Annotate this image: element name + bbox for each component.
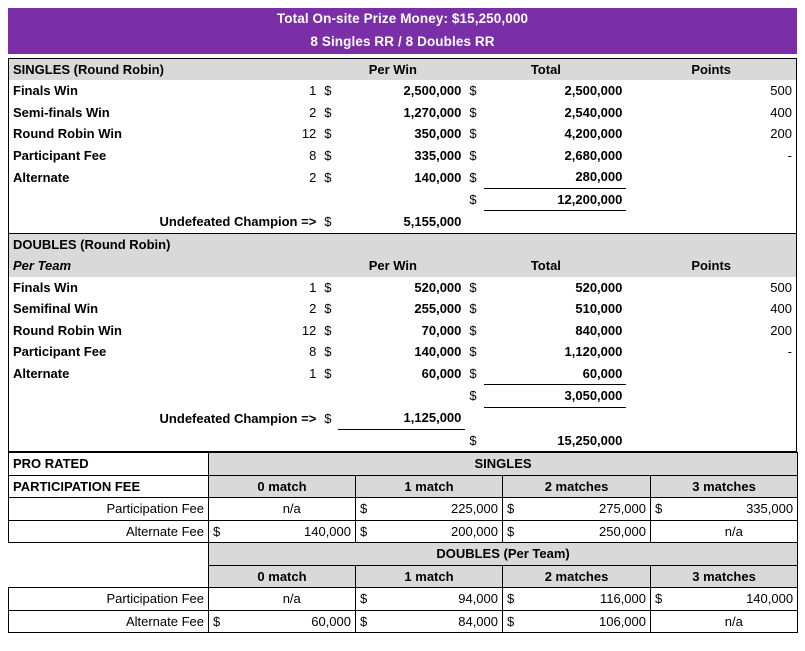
cell-value: 140,000 [229,520,356,543]
doubles-perwin-header: Per Win [320,255,465,277]
spacer [235,429,320,452]
currency-symbol: $ [469,126,477,142]
currency-symbol: $ [324,126,332,142]
spacer [9,188,236,211]
spacer [338,429,465,452]
spacer [338,385,465,408]
spacer [320,429,338,452]
row-count: 1 [309,279,317,295]
currency-symbol: $ [469,147,477,163]
currency-symbol: $ [324,169,332,185]
pro-rated-table [8,452,798,633]
table-row [9,498,798,521]
spacer [626,429,796,452]
banner-table [8,8,797,54]
currency-symbol: $ [356,498,376,521]
cell-value: n/a [671,520,798,543]
currency-symbol: $ [324,147,332,163]
spacer [338,188,465,211]
table-row [9,298,797,320]
currency-symbol: $ [324,279,332,295]
row-label: Alternate [13,366,70,381]
col-header-2-matches: 2 matches [503,565,651,588]
row-per-win: 350,000 [414,126,462,142]
spacer [484,211,627,234]
grand-total-value: 15,250,000 [484,429,627,452]
doubles-subheader-row [9,255,797,277]
row-points: 400 [770,301,792,317]
cell-value: 84,000 [376,610,503,633]
col-header-1-match: 1 match [356,565,503,588]
row-per-win: 1,270,000 [403,104,462,120]
doubles-champion-row [9,407,797,429]
row-count: 1 [309,83,317,99]
cell-value: 106,000 [523,610,651,633]
singles-champion-row [9,211,797,234]
currency-symbol: $ [469,344,477,360]
row-points: 200 [770,322,792,338]
table-row [9,123,797,145]
row-points: 400 [770,104,792,120]
doubles-section-header-row [9,233,797,255]
row-total: 2,500,000 [564,83,623,99]
spacer [626,407,796,429]
doubles-subtotal-row [9,385,797,408]
row-per-win: 140,000 [414,344,462,360]
singles-points-header: Points [626,58,796,80]
prorated-title-row-2 [9,475,798,498]
currency-symbol: $ [469,279,477,295]
currency-symbol: $ [324,344,332,360]
cell-value: 140,000 [671,588,798,611]
row-total: 510,000 [575,301,623,317]
currency-symbol [209,498,229,521]
spacer [465,211,483,234]
spacer [235,385,320,408]
currency-symbol [651,520,671,543]
currency-symbol: $ [469,388,477,404]
row-total: 60,000 [484,363,627,385]
row-label: Alternate [13,169,70,185]
row-total: 1,120,000 [564,344,623,360]
currency-symbol: $ [324,214,332,229]
doubles-group-header: DOUBLES (Per Team) [209,543,798,566]
table-row [9,363,797,385]
currency-symbol: $ [469,83,477,99]
doubles-champion-value: 1,125,000 [338,407,465,429]
row-label: Participant Fee [13,147,107,163]
doubles-columns-row [9,565,798,588]
currency-symbol: $ [503,498,523,521]
currency-symbol: $ [209,610,229,633]
row-label: Finals Win [13,279,78,295]
table-row [9,320,797,342]
cell-value: 250,000 [523,520,651,543]
col-header-0-match: 0 match [209,475,356,498]
row-count: 2 [309,301,317,317]
cell-value: n/a [671,610,798,633]
doubles-total-header: Total [465,255,626,277]
row-label: Participant Fee [13,344,107,360]
row-label: Alternate Fee [9,520,209,543]
currency-symbol: $ [469,322,477,338]
currency-symbol: $ [324,366,332,381]
currency-symbol: $ [503,610,523,633]
row-total: 280,000 [484,166,627,188]
doubles-group-header-row [9,543,798,566]
currency-symbol: $ [469,191,477,207]
currency-symbol [209,588,229,611]
spacer [484,407,627,429]
cell-value: 225,000 [376,498,503,521]
row-points: 500 [770,83,792,99]
row-total: 840,000 [575,322,623,338]
banner-line-2: 8 Singles RR / 8 Doubles RR [8,30,797,54]
row-label: Semi-finals Win [13,104,110,120]
singles-subtotal-row [9,188,797,211]
row-per-win: 335,000 [414,147,462,163]
grand-total-row [9,429,797,452]
table-row [9,610,798,633]
spacer [320,188,338,211]
row-per-win: 255,000 [414,301,462,317]
singles-section-title: SINGLES (Round Robin) [9,58,321,80]
row-points [626,363,796,385]
spacer [465,407,483,429]
currency-symbol: $ [651,498,671,521]
spacer [235,188,320,211]
row-total: 2,680,000 [564,147,623,163]
spacer [626,385,796,408]
row-points: 200 [770,126,792,142]
spacer [626,188,796,211]
currency-symbol: $ [503,588,523,611]
spacer [9,429,236,452]
singles-section-header-row [9,58,797,80]
singles-group-header: SINGLES [209,453,798,476]
table-row [9,145,797,167]
singles-champion-value: 5,155,000 [403,214,462,229]
row-label: Round Robin Win [13,322,122,338]
row-per-win: 2,500,000 [403,83,462,99]
prorated-title-row-1 [9,453,798,476]
doubles-per-team-label: Per Team [9,255,321,277]
cell-value: 335,000 [671,498,798,521]
row-count: 2 [309,169,317,185]
cell-value: 275,000 [523,498,651,521]
spacer [626,211,796,234]
currency-symbol: $ [469,366,477,381]
row-label: Participation Fee [9,588,209,611]
spacer [320,385,338,408]
prorated-title-line-1: PRO RATED [9,453,209,476]
row-label: Participation Fee [9,498,209,521]
currency-symbol: $ [651,588,671,611]
row-total: 520,000 [575,279,623,295]
currency-symbol: $ [324,83,332,99]
row-points: - [787,147,792,163]
singles-champion-label: Undefeated Champion => [159,214,317,229]
row-total: 4,200,000 [564,126,623,142]
spacer [9,385,236,408]
currency-symbol: $ [356,610,376,633]
currency-symbol [651,610,671,633]
row-label: Round Robin Win [13,126,122,142]
currency-symbol: $ [469,301,477,317]
currency-symbol: $ [469,104,477,120]
singles-subtotal-value: 12,200,000 [484,188,627,211]
currency-symbol: $ [503,520,523,543]
spacer [9,565,209,588]
cell-value: 60,000 [229,610,356,633]
table-row [9,277,797,299]
table-row [9,341,797,363]
table-row [9,166,797,188]
banner-line-1: Total On-site Prize Money: $15,250,000 [8,8,797,30]
row-label: Semifinal Win [13,301,99,317]
doubles-subtotal-value: 3,050,000 [484,385,627,408]
currency-symbol: $ [324,104,332,120]
cell-value: n/a [229,498,356,521]
table-row [9,102,797,124]
currency-symbol: $ [324,410,332,426]
spacer [9,543,209,566]
row-count: 8 [309,147,317,163]
table-row [9,520,798,543]
row-total: 2,540,000 [564,104,623,120]
row-per-win: 140,000 [414,169,462,185]
doubles-section-title: DOUBLES (Round Robin) [9,233,797,255]
currency-symbol: $ [209,520,229,543]
prize-breakdown-table [8,58,797,453]
singles-total-header: Total [465,58,626,80]
row-count: 2 [309,104,317,120]
cell-value: 94,000 [376,588,503,611]
row-points [626,166,796,188]
row-count: 1 [309,366,317,381]
cell-value: n/a [229,588,356,611]
col-header-3-matches: 3 matches [651,475,798,498]
row-points: - [787,344,792,360]
row-count: 12 [301,322,317,338]
currency-symbol: $ [356,588,376,611]
col-header-3-matches: 3 matches [651,565,798,588]
row-count: 8 [309,344,317,360]
currency-symbol: $ [469,169,477,185]
row-per-win: 60,000 [421,366,462,381]
doubles-champion-label: Undefeated Champion => [159,410,317,426]
row-count: 12 [301,126,317,142]
currency-symbol: $ [324,301,332,317]
table-row [9,588,798,611]
col-header-2-matches: 2 matches [503,475,651,498]
currency-symbol: $ [324,322,332,338]
cell-value: 200,000 [376,520,503,543]
row-per-win: 70,000 [421,322,462,338]
table-row [9,80,797,102]
row-per-win: 520,000 [414,279,462,295]
doubles-points-header: Points [626,255,796,277]
cell-value: 116,000 [523,588,651,611]
prorated-title-line-2: PARTICIPATION FEE [9,475,209,498]
col-header-0-match: 0 match [209,565,356,588]
row-points: 500 [770,279,792,295]
currency-symbol: $ [356,520,376,543]
col-header-1-match: 1 match [356,475,503,498]
row-label: Finals Win [13,83,78,99]
singles-perwin-header: Per Win [320,58,465,80]
row-label: Alternate Fee [9,610,209,633]
currency-symbol: $ [469,432,477,448]
